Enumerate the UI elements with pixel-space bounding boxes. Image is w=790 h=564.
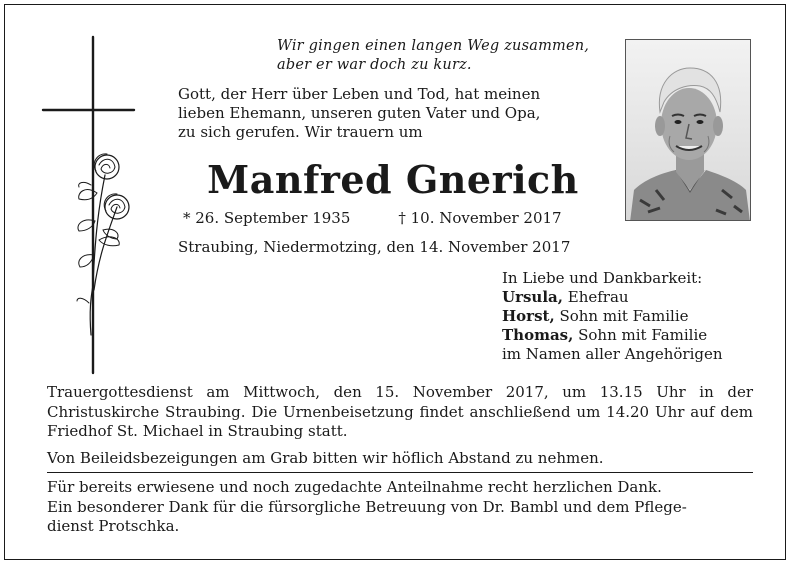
thanks-line-3: dienst Protschka. [47,517,180,535]
mourner-relation: Sohn mit Familie [573,326,708,344]
obituary-notice [4,4,786,560]
mourner-relation: Sohn mit Familie [554,307,689,325]
thanks-line-1: Für bereits erwiesene und noch zugedachte Anteilnahme recht herzlichen Dank. [47,478,662,496]
place-and-date: Straubing, Niedermotzing, den 14. November 2017 [178,238,571,256]
list-item [502,288,772,307]
quote [277,37,597,75]
condolence-note: Von Beileidsbezeigungen am Grab bitten wir höflich Abstand zu nehmen. [47,449,604,467]
cross-with-roses-icon [33,35,137,375]
mourner-name: Thomas, [502,326,574,344]
death-date: † 10. November 2017 [398,209,562,227]
thanks-text [47,478,753,537]
mourner-name: Horst, [502,307,555,325]
intro-line-3: zu sich gerufen. Wir trauern um [178,123,423,141]
intro-text [178,85,608,142]
mourners-block [502,269,772,364]
quote-line-2: aber er war doch zu kurz. [277,57,472,73]
deceased-name: Manfred Gnerich [207,157,579,202]
divider [47,472,753,473]
list-item [502,307,772,326]
life-dates [183,209,562,228]
intro-line-2: lieben Ehemann, unseren guten Vater und Opa, [178,104,541,122]
quote-line-1: Wir gingen einen langen Weg zusammen, [277,38,590,54]
service-details: Trauergottesdienst am Mittwoch, den 15. November 2017, um 13.15 Uhr in der Christuskirche Straubing. Die Urnenbeisetzung findet anschließend um 14.20 Uhr auf dem Friedhof St. Michael in Straubing statt. [47,383,753,440]
portrait-photo [625,39,751,221]
intro-line-1: Gott, der Herr über Leben und Tod, hat meinen [178,85,541,103]
list-item [502,326,772,345]
mourner-relation: Ehefrau [562,288,629,306]
mourners-closing: im Namen aller Angehörigen [502,345,723,363]
mourners-heading: In Liebe und Dankbarkeit: [502,269,703,287]
thanks-line-2: Ein besonderer Dank für die fürsorgliche Betreuung von Dr. Bambl und dem Pflege- [47,497,687,516]
mourner-name: Ursula, [502,288,563,306]
birth-date: * 26. September 1935 [183,209,351,227]
